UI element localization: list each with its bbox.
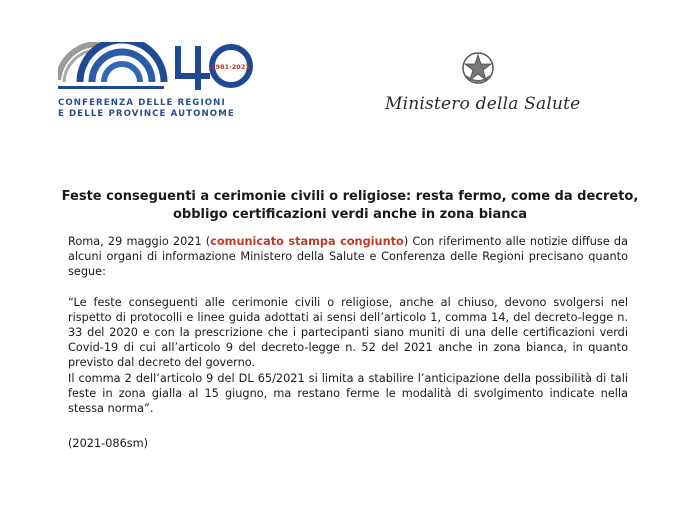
press-release-body [68, 234, 628, 416]
anniversary-years: 1981-2021 [211, 63, 250, 71]
italian-republic-emblem-icon [460, 50, 496, 86]
quote-paragraph-2: Il comma 2 dell’articolo 9 del DL 65/2021 si limita a stabilire l’anticipazione della possibilità di tali feste in zona gialla al 15 giugno, ma restano ferme le modalità di svolgimento indicate nella stessa norma”. [68, 371, 628, 416]
ministry-name: Ministero della Salute [385, 94, 581, 114]
press-release-title: Feste conseguenti a cerimonie civili o religiose: resta fermo, come da decreto, obbligo certificazioni verdi anche in zona bianca [61, 189, 639, 222]
intro-suffix: ) Con riferimento alle notizie diffuse da alcuni organi di informazione Ministero della Salute e Conferenza delle Regioni precisano quanto segue: [68, 235, 629, 279]
conference-arches-icon [58, 42, 258, 97]
conference-name-line2: E DELLE PROVINCE AUTONOME [58, 109, 235, 119]
conference-logo [58, 42, 258, 122]
document-header [0, 0, 700, 150]
conference-name-line1: CONFERENZA DELLE REGIONI [58, 98, 226, 108]
intro-paragraph [68, 234, 628, 280]
reference-code: (2021-086sm) [68, 437, 149, 450]
intro-prefix: Roma, 29 maggio 2021 ( [68, 235, 211, 248]
quote-paragraph-1: “Le feste conseguenti alle cerimonie civili o religiose, anche al chiuso, devono svolgersi nel rispetto di protocolli e linee guida adottati ai sensi dell’articolo 1, comma 14, del decreto-legge n. 33 del 2020 e con la prescrizione che i partecipanti siano muniti di una delle certificazioni verdi Covid-19 di cui all’articolo 9 del decreto-legge n. 52 del 2021 anche in zona bianca, in quanto previsto dal decreto del governo. [68, 295, 628, 370]
press-type-highlight: comunicato stampa congiunto [210, 235, 404, 248]
